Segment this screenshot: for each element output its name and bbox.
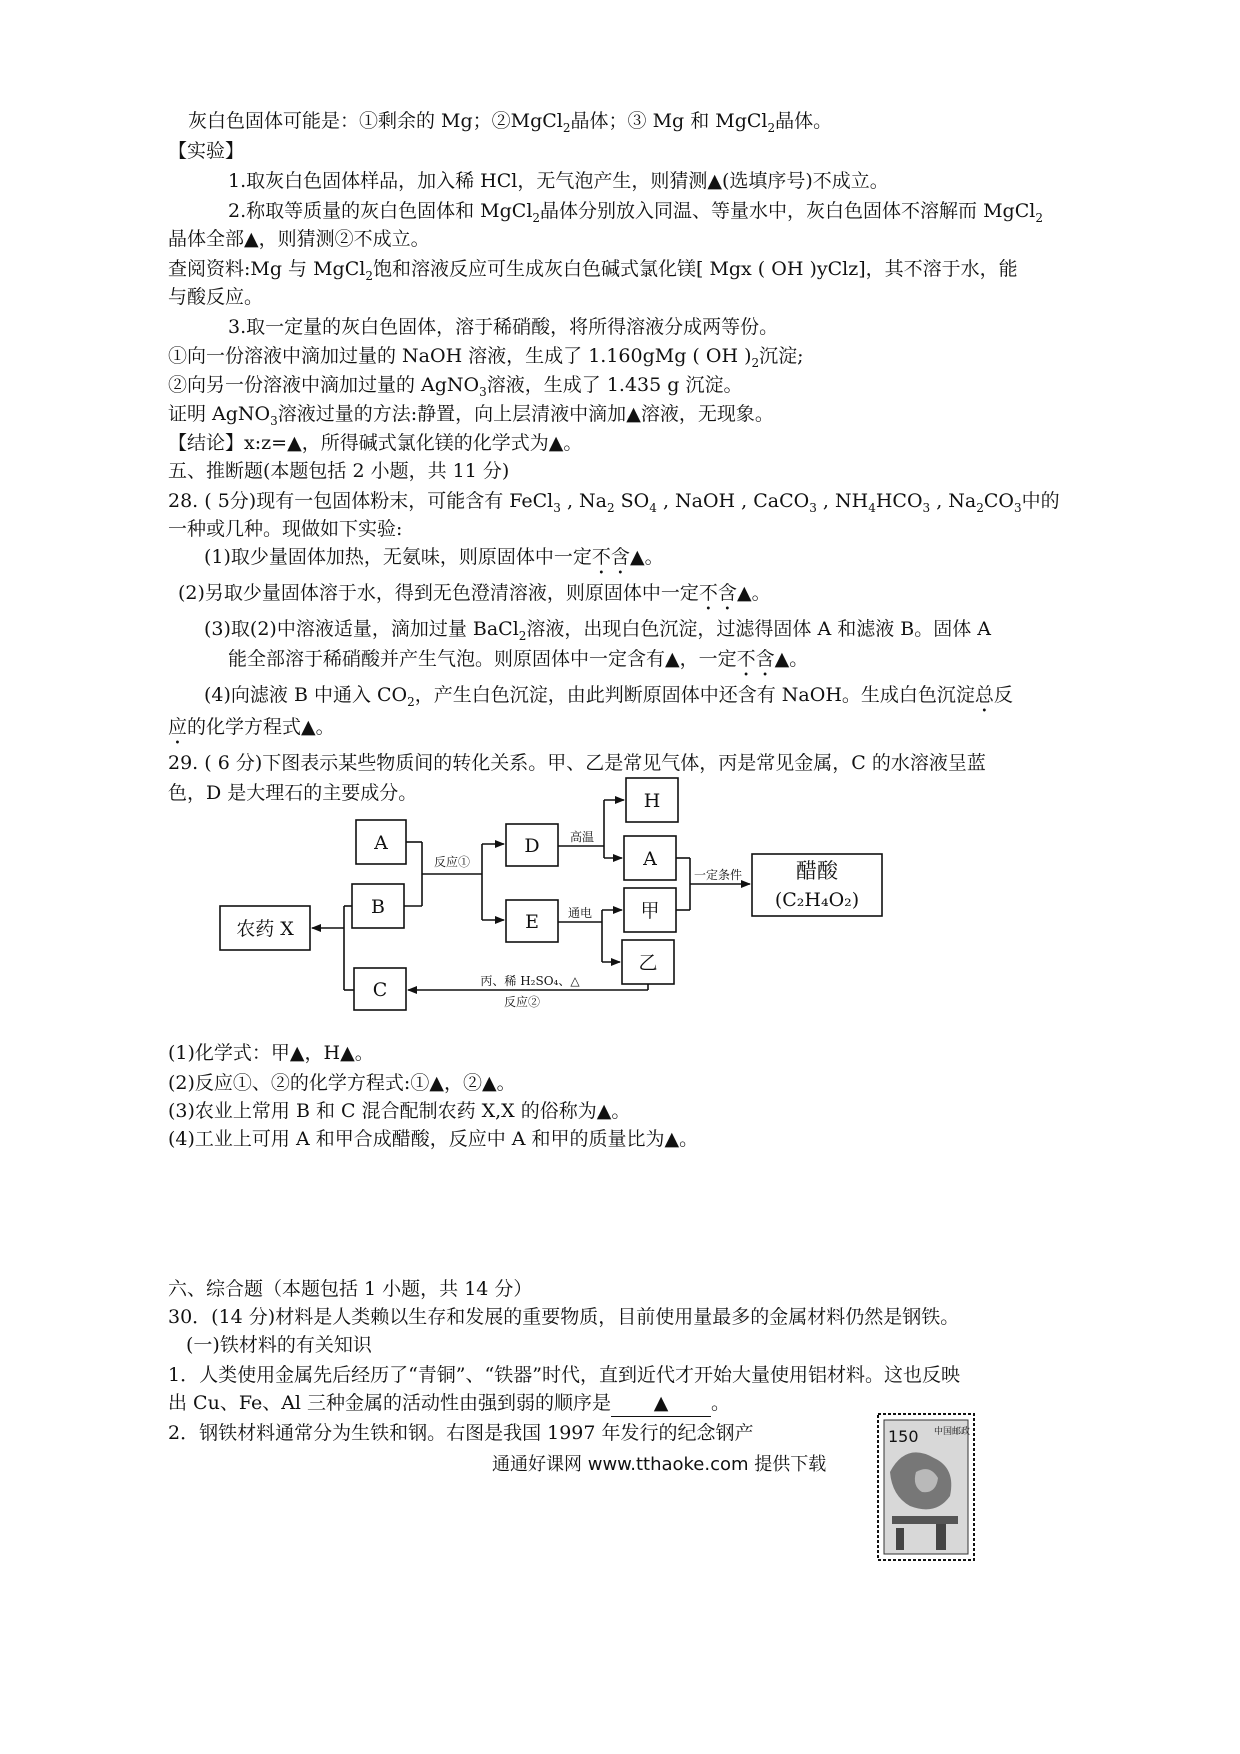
q29-stem: 29. ( 6 分)下图表示某些物质间的转化关系。甲、乙是常见气体，丙是常见金属，C 的水溶液呈蓝 xyxy=(168,752,986,774)
q28-stem: 28. ( 5分)现有一包固体粉末，可能含有 FeCl$_3$ , $Na_2$ $SO_4$ , NaOH , CaCO$_3$ , $NH_4HCO_3$ , $Na_2CO_3$中的 xyxy=(168,490,1060,515)
q29-part-1: (1)化学式：甲▲，H▲。 xyxy=(168,1042,374,1064)
experiment-step-3: 3.取一定量的灰白色固体，溶于稀硝酸，将所得溶液分成两等份。 xyxy=(228,316,779,338)
section-5-title: 五、推断题(本题包括 2 小题，共 11 分) xyxy=(168,460,510,482)
label-a2: A xyxy=(643,848,657,870)
label-h: H xyxy=(643,790,661,812)
label-b: B xyxy=(371,896,385,918)
q29-part-4: (4)工业上可用 A 和甲合成醋酸，反应中 A 和甲的质量比为▲。 xyxy=(168,1128,699,1150)
label-acetic-acid-formula: (C₂H₄O₂) xyxy=(774,889,860,911)
label-d: D xyxy=(524,835,540,857)
conclusion: 【结论】x:z=▲，所得碱式氯化镁的化学式为▲。 xyxy=(168,432,583,454)
experiment-step-1: 1.取灰白色固体样品，加入稀 HCl，无气泡产生，则猜测▲(选填序号)不成立。 xyxy=(228,170,889,192)
q29-stem-cont: 色，D 是大理石的主要成分。 xyxy=(168,782,418,804)
reference-note: 查阅资料:Mg 与 MgCl$_2$饱和溶液反应可生成灰白色碱式氯化镁[ Mgx ( OH )yClz]，其不溶于水，能 xyxy=(168,258,1018,283)
label-acetic-acid: 醋酸 xyxy=(796,859,838,883)
experiment-step-2: 2.称取等质量的灰白色固体和 MgCl$_2$晶体分别放入同温、等量水中，灰白色固体不溶解而 MgCl$_2$ xyxy=(228,200,1043,225)
q30-item-1: 1．人类使用金属先后经历了“青铜”、“铁器”时代，直到近代才开始大量使用铝材料。这也反映 xyxy=(168,1364,960,1386)
q28-step-4-cont: 应的化学方程式▲。 xyxy=(168,716,335,738)
experiment-heading: 【实验】 xyxy=(168,140,245,162)
experiment-step-2-cont: 晶体全部▲，则猜测②不成立。 xyxy=(168,228,430,250)
q30-subheading: (一)铁材料的有关知识 xyxy=(186,1334,372,1356)
label-pesticide-x: 农药 X xyxy=(236,918,294,940)
label-condition: 一定条件 xyxy=(693,868,743,882)
experiment-step-3a: ①向一份溶液中滴加过量的 NaOH 溶液，生成了 1.160gMg ( OH )$_2$沉淀; xyxy=(168,345,804,370)
q29-part-3: (3)农业上常用 B 和 C 混合配制农药 X,X 的俗称为▲。 xyxy=(168,1100,631,1122)
label-reaction-1: 反应① xyxy=(433,855,471,869)
q28-step-4: (4)向滤液 B 中通入 $CO_2$，产生白色沉淀，由此判断原固体中还含有 NaOH。生成白色沉淀总反 xyxy=(204,684,1013,709)
experiment-step-3b: ②向另一份溶液中滴加过量的 AgNO$_3$溶液，生成了 1.435 g 沉淀。 xyxy=(168,374,743,399)
stamp-value: 150 xyxy=(888,1427,919,1446)
label-high-temp: 高温 xyxy=(569,830,595,844)
q28-step-3: (3)取(2)中溶液适量，滴加过量 BaCl$_2$溶液，出现白色沉淀，过滤得固体 A 和滤液 B。固体 A xyxy=(204,618,991,643)
q30-item-1-cont: 出 Cu、Fe、Al 三种金属的活动性由强到弱的顺序是 ▲ 。 xyxy=(168,1390,730,1417)
answer-blank: ▲ xyxy=(611,1390,711,1417)
line-guess-options: 灰白色固体可能是：①剩余的 Mg；②MgCl$_2$晶体；③ Mg 和 MgCl$_2$晶体。 xyxy=(188,110,833,135)
label-electrolysis: 通电 xyxy=(567,906,593,920)
label-a: A xyxy=(374,832,388,854)
section-6-title: 六、综合题（本题包括 1 小题，共 14 分） xyxy=(168,1278,533,1300)
q29-part-2: (2)反应①、②的化学方程式:①▲，②▲。 xyxy=(168,1072,516,1094)
footer-source: 通通好课网 www.tthaoke.com 提供下载 xyxy=(492,1454,827,1475)
steel-stamp-image xyxy=(876,1412,976,1562)
label-reaction-2-cond: 丙、稀 H₂SO₄、△ xyxy=(480,974,580,988)
prove-excess: 证明 AgNO$_3$溶液过量的方法:静置，向上层清液中滴加▲溶液，无现象。 xyxy=(168,403,774,428)
q28-step-2: (2)另取少量固体溶于水，得到无色澄清溶液，则原固体中一定不含▲。 xyxy=(178,582,771,604)
label-e: E xyxy=(525,911,539,933)
q30-item-2: 2．钢铁材料通常分为生铁和钢。右图是我国 1997 年发行的纪念钢产 xyxy=(168,1422,754,1444)
label-c: C xyxy=(372,979,388,1001)
q28-step-1: (1)取少量固体加热，无氨味，则原固体中一定不含▲。 xyxy=(204,546,664,568)
stamp-label: 中国邮政 xyxy=(934,1427,971,1437)
q28-stem-cont: 一种或几种。现做如下实验: xyxy=(168,518,403,540)
q28-step-3-cont: 能全部溶于稀硝酸并产生气泡。则原固体中一定含有▲，一定不含▲。 xyxy=(228,648,809,670)
label-jia: 甲 xyxy=(640,900,660,922)
label-yi: 乙 xyxy=(638,952,658,974)
q30-stem: 30．(14 分)材料是人类赖以生存和发展的重要物质，目前使用量最多的金属材料仍然是钢铁。 xyxy=(168,1306,960,1328)
reference-note-cont: 与酸反应。 xyxy=(168,286,264,308)
label-reaction-2: 反应② xyxy=(503,995,541,1009)
